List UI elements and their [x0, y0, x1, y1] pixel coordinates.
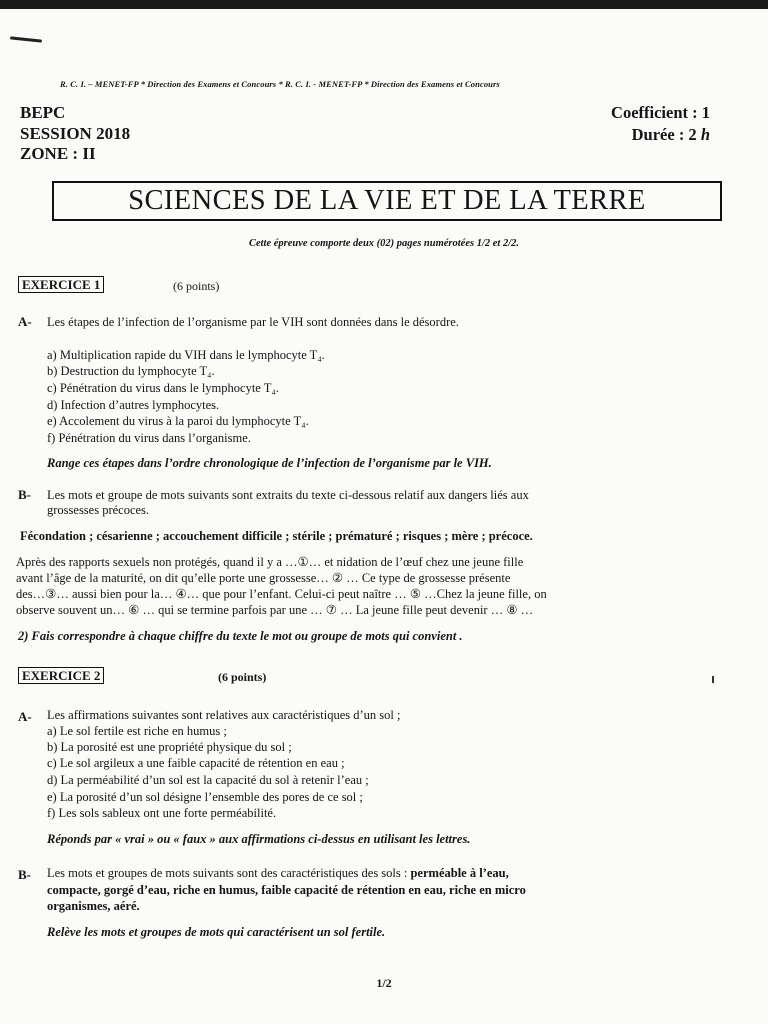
ex2-item-c: c) Le sol argileux a une faible capacité de rétention en eau ;: [47, 756, 345, 770]
ex2-item-a: a) Le sol fertile est riche en humus ;: [47, 724, 227, 738]
ex1-text-line-4: observe souvent un… ⑥ … qui se termine parfois par une … ⑦ … La jeune fille peut devenir … ⑧ …: [16, 603, 534, 617]
ex2-part-b-intro-2: compacte, gorgé d’eau, riche en humus, faible capacité de rétention en eau, riche en micro: [47, 883, 526, 897]
ex2-part-a-intro: Les affirmations suivantes sont relatives aux caractéristiques d’un sol ;: [47, 708, 401, 722]
ex2-part-b-marker: B-: [18, 867, 31, 882]
ex2-part-b-intro-3: organismes, aéré.: [47, 899, 140, 913]
scan-top-edge: [0, 0, 768, 9]
exam-name: BEPC: [20, 103, 66, 122]
ex2-part-a-instruction: Réponds par « vrai » ou « faux » aux affirmations ci-dessus en utilisant les lettres.: [47, 832, 471, 846]
ex2-part-b-intro-bold: perméable à l’eau,: [410, 866, 509, 880]
ex1-part-a-instruction: Range ces étapes dans l’ordre chronologique de l’infection de l’organisme par le VIH.: [47, 456, 492, 470]
coefficient: Coefficient : 1: [611, 103, 710, 122]
ex2-part-b-instruction: Relève les mots et groupes de mots qui caractérisent un sol fertile.: [47, 925, 386, 939]
ex2-part-b-intro-plain: Les mots et groupes de mots suivants sont des caractéristiques des sols :: [47, 866, 411, 880]
ex1-part-b-instruction: 2) Fais correspondre à chaque chiffre du texte le mot ou groupe de mots qui convient .: [18, 629, 463, 643]
ministry-header: R. C. I. – MENET-FP * Direction des Examens et Concours * R. C. I. - MENET-FP * Direction des Examens et Concours: [60, 79, 500, 89]
ex2-part-a-marker: A-: [18, 709, 32, 724]
ex1-item-e: e) Accolement du virus à la paroi du lymphocyte T₄.: [47, 414, 309, 428]
ex1-item-b: b) Destruction du lymphocyte T₄.: [47, 364, 215, 378]
exercise-1-label: EXERCICE 1: [18, 276, 104, 293]
ex1-word-bank: Fécondation ; césarienne ; accouchement difficile ; stérile ; prématuré ; risques ; mère ; précoce.: [20, 529, 533, 543]
stray-mark: [712, 676, 714, 683]
page-count-note: Cette épreuve comporte deux (02) pages numérotées 1/2 et 2/2.: [248, 238, 520, 249]
ex1-text-line-2: avant l’âge de la maturité, on dit qu’elle porte une grossesse… ② … Ce type de grossesse présente: [16, 571, 511, 585]
exercise-2-label: EXERCICE 2: [18, 667, 104, 684]
ex1-text-line-1: Après des rapports sexuels non protégés, quand il y a …①… et nidation de l’œuf chez une jeune fille: [16, 555, 524, 569]
subject-title: [52, 181, 722, 221]
ex1-text-line-3: des…③… aussi bien pour la… ④… que pour l’enfant. Celui-ci peut naître … ⑤ …Chez la jeune fille, on: [16, 587, 547, 601]
ex1-part-b-intro-2: grossesses précoces.: [47, 503, 150, 517]
ex1-item-d: d) Infection d’autres lymphocytes.: [47, 398, 220, 412]
exercise-2-points: (6 points): [218, 670, 267, 684]
exam-zone: ZONE : II: [20, 144, 96, 163]
subject-title-text: SCIENCES DE LA VIE ET DE LA TERRE: [128, 185, 646, 216]
ex1-part-a-marker: A-: [18, 314, 32, 329]
ex2-item-b: b) La porosité est une propriété physique du sol ;: [47, 740, 292, 754]
ex1-item-a: a) Multiplication rapide du VIH dans le lymphocyte T₄.: [47, 348, 325, 362]
ex2-item-f: f) Les sols sableux ont une forte perméabilité.: [47, 806, 277, 820]
ex1-part-a-intro: Les étapes de l’infection de l’organisme par le VIH sont données dans le désordre.: [47, 315, 459, 329]
ex2-part-b-intro-1: [47, 866, 509, 880]
pen-mark: [10, 36, 42, 42]
ex1-part-b-marker: B-: [18, 487, 31, 502]
ex1-part-b-intro-1: Les mots et groupe de mots suivants sont extraits du texte ci-dessous relatif aux dangers liés aux: [47, 488, 529, 502]
ex1-item-c: c) Pénétration du virus dans le lymphocyte T₄.: [47, 381, 279, 395]
ex1-item-f: f) Pénétration du virus dans l’organisme.: [47, 431, 251, 445]
exam-session: SESSION 2018: [20, 124, 131, 143]
duration-unit: h: [700, 125, 710, 144]
duration: [632, 126, 710, 144]
exercise-1-points: (6 points): [173, 279, 220, 293]
page-number: 1/2: [376, 976, 392, 990]
duration-label: Durée : 2: [631, 125, 697, 144]
ex2-item-d: d) La perméabilité d’un sol est la capacité du sol à retenir l’eau ;: [47, 773, 369, 787]
ex2-item-e: e) La porosité d’un sol désigne l’ensemble des pores de ce sol ;: [47, 790, 363, 804]
